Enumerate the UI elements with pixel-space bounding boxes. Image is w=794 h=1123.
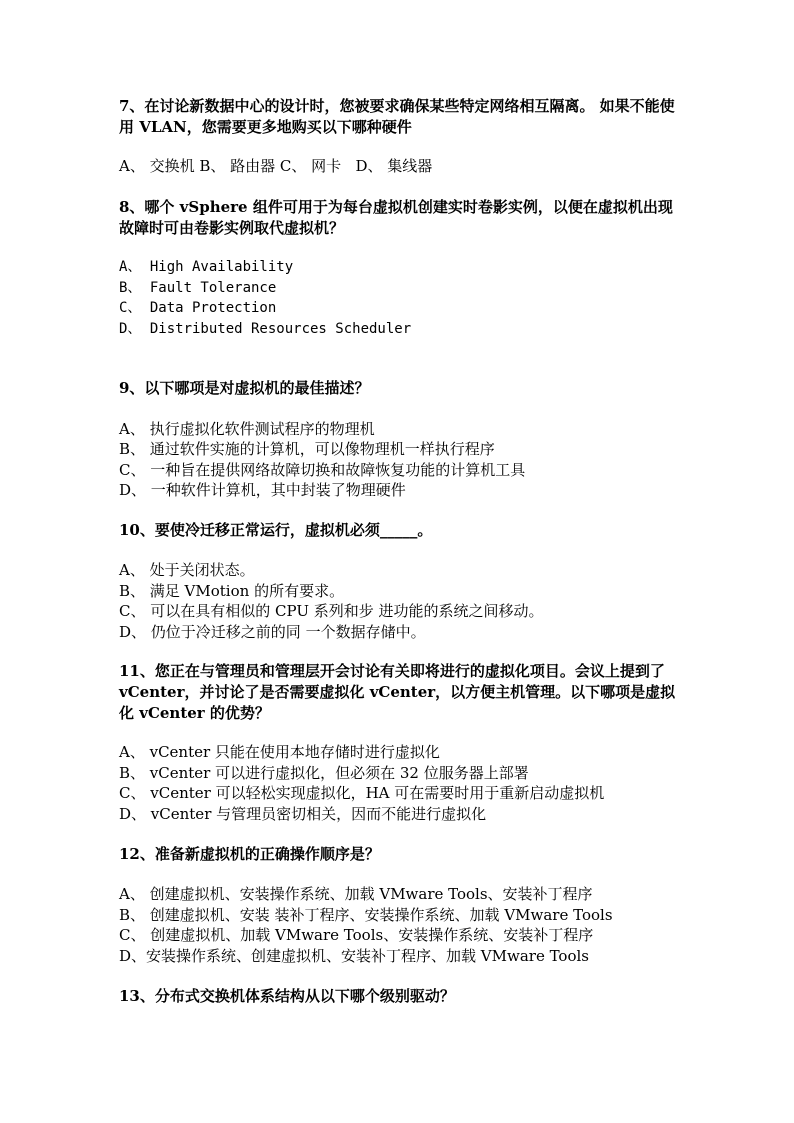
question-9: 9、以下哪项是对虚拟机的最佳描述？ xyxy=(119,379,370,397)
question-7-options: A、 交换机 B、 路由器 C、 网卡 D、 集线器 xyxy=(119,157,433,175)
question-9-option-d: D、 一种软件计算机，其中封装了物理硬件 xyxy=(119,481,406,499)
question-13: 13、分布式交换机体系结构从以下哪个级别驱动？ xyxy=(119,987,455,1005)
question-8-option-a: A、 High Availability xyxy=(119,259,294,275)
question-12-option-b: B、 创建虚拟机、安装 装补丁程序、安装操作系统、加载 VMware Tools xyxy=(119,906,613,924)
question-12-option-d: D、安装操作系统、创建虚拟机、安装补丁程序、加载 VMware Tools xyxy=(119,947,589,965)
question-10-option-c: C、 可以在具有相似的 CPU 系列和步 进功能的系统之间移动。 xyxy=(119,602,544,620)
question-10-option-b: B、 满足 VMotion 的所有要求。 xyxy=(119,582,345,600)
question-9-option-a: A、 执行虚拟化软件测试程序的物理机 xyxy=(119,420,375,438)
question-8-option-c: C、 Data Protection xyxy=(119,300,277,316)
question-8: 8、哪个 vSphere 组件可用于为每台虚拟机创建实时卷影实例，以便在虚拟机出现故障时可由卷影实例取代虚拟机？ xyxy=(119,198,673,237)
question-11-option-a: A、 vCenter 只能在使用本地存储时进行虚拟化 xyxy=(119,743,440,761)
question-11-option-d: D、 vCenter 与管理员密切相关，因而不能进行虚拟化 xyxy=(119,805,487,823)
question-11: 11、您正在与管理员和管理层开会讨论有关即将进行的虚拟化项目。会议上提到了 vCenter，并讨论了是否需要虚拟化 vCenter，以方便主机管理。以下哪项是虚拟化 vCenter 的优势？ xyxy=(119,662,676,722)
question-7: 7、在讨论新数据中心的设计时，您被要求确保某些特定网络相互隔离。 如果不能使用 VLAN，您需要更多地购买以下哪种硬件 xyxy=(119,97,675,136)
question-10: 10、要使冷迁移正常运行，虚拟机必须_____。 xyxy=(119,521,433,539)
question-10-option-d: D、 仍位于冷迁移之前的同 一个数据存储中。 xyxy=(119,623,426,641)
question-11-option-b: B、 vCenter 可以进行虚拟化，但必须在 32 位服务器上部署 xyxy=(119,764,529,782)
question-12-option-a: A、 创建虚拟机、安装操作系统、加载 VMware Tools、安装补丁程序 xyxy=(119,885,593,903)
question-8-option-d: D、 Distributed Resources Scheduler xyxy=(119,321,412,337)
question-8-option-b: B、 Fault Tolerance xyxy=(119,280,277,296)
question-9-option-b: B、 通过软件实施的计算机，可以像物理机一样执行程序 xyxy=(119,440,495,458)
question-12-option-c: C、 创建虚拟机、加载 VMware Tools、安装操作系统、安装补丁程序 xyxy=(119,926,594,944)
question-9-option-c: C、 一种旨在提供网络故障切换和故障恢复功能的计算机工具 xyxy=(119,461,526,479)
question-11-option-c: C、 vCenter 可以轻松实现虚拟化，HA 可在需要时用于重新启动虚拟机 xyxy=(119,784,605,802)
question-10-option-a: A、 处于关闭状态。 xyxy=(119,561,255,579)
question-12: 12、准备新虚拟机的正确操作顺序是？ xyxy=(119,845,380,863)
